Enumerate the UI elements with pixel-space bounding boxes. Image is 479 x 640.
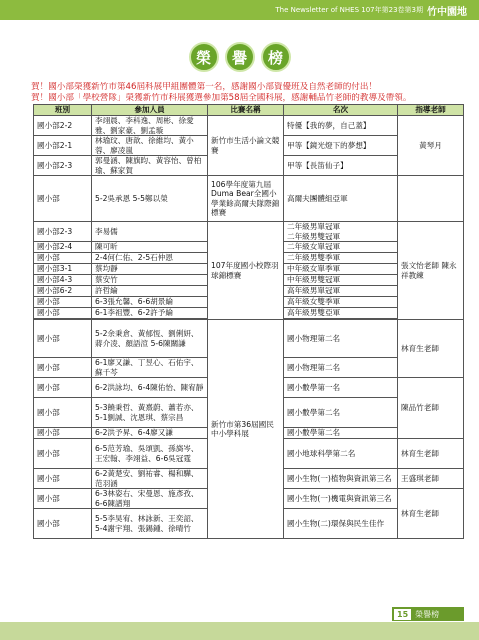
table-row	[34, 116, 464, 136]
cell-members: 6-1李祖豐、6-2許予綸	[92, 308, 208, 319]
cell-members: 5-3饒秉哲、黃熹蔚、蕭若亦、5-1劉誠、沈恩琪、蔡宗昌	[92, 398, 208, 428]
cell-class: 國小部2-2	[34, 116, 92, 136]
cell-rank: 高年級男單冠軍	[284, 286, 398, 297]
rank-line: 二年級男雙冠軍	[287, 231, 341, 241]
cell-members: 6-2黃楚安、劉祐睿、楊和驊、范羽涵	[92, 469, 208, 489]
cell-teacher: 黃琴月	[398, 116, 464, 176]
header-bar	[0, 0, 479, 20]
header-rank: 名次	[284, 105, 398, 116]
intro-announcements	[31, 82, 461, 104]
cell-rank: 國小物理第二名	[284, 320, 398, 358]
cell-class: 國小部	[34, 428, 92, 439]
cell-members: 許哲綸	[92, 286, 208, 297]
cell-members: 5-2吳承恩 5-5鄭以榮	[92, 176, 208, 222]
cell-competition: 106學年度第九屆Duma Bear全國小學業餘高爾夫隊際錦標賽	[208, 176, 284, 222]
intro-line-1: 賀！國小部榮獲新竹市第46屆科展甲組團體第一名，感謝國小部資優班及自然老師的付出！	[31, 82, 378, 92]
cell-rank	[284, 222, 398, 242]
cell-competition: 新竹市生活小論文競賽	[208, 116, 284, 176]
cell-rank: 高年級女雙季軍	[284, 297, 398, 308]
cell-class: 國小部6-2	[34, 286, 92, 297]
cell-rank: 中年級女單季軍	[284, 264, 398, 275]
cell-members: 陳可昕	[92, 242, 208, 253]
cell-class: 國小部2-3	[34, 222, 92, 242]
cell-teacher: 王盛琪老師	[398, 469, 464, 489]
cell-members: 林瑜玟、唐歆、徐維均、黃小蓉、廖凌嵐	[92, 136, 208, 156]
cell-rank: 高年級男雙亞軍	[284, 308, 398, 319]
cell-class: 國小部2-4	[34, 242, 92, 253]
cell-class: 國小部	[34, 439, 92, 469]
cell-class: 國小部	[34, 398, 92, 428]
cell-rank: 國小生物(一)植物與資訊第三名	[284, 469, 398, 489]
cell-class: 國小部	[34, 378, 92, 398]
cell-members: 李翊晨、李科逸、周彬、徐愛雅、劉家豪、劉孟璇	[92, 116, 208, 136]
cell-rank: 高爾夫團體組亞軍	[284, 176, 398, 222]
cell-members: 蔡均靜	[92, 264, 208, 275]
title-char-2: 譽	[225, 42, 255, 72]
cell-class: 國小部	[34, 469, 92, 489]
cell-rank: 甲等【長笛仙子】	[284, 156, 398, 176]
cell-competition: 新竹市第36屆國民中小學科展	[208, 320, 284, 539]
table-header-row	[34, 105, 464, 116]
cell-class: 國小部	[34, 308, 92, 319]
awards-table	[33, 104, 464, 539]
cell-rank: 二年級女單冠軍	[284, 242, 398, 253]
cell-teacher: 陳品竹老師	[398, 378, 464, 439]
cell-members: 5-5李昊宥、林詠新、王奕詔、5-4謝宇翔、張錫鍾、徐晴竹	[92, 509, 208, 539]
cell-class: 國小部3-1	[34, 264, 92, 275]
cell-members: 6-3張允馨、6-6胡景綸	[92, 297, 208, 308]
cell-rank: 國小地球科學第二名	[284, 439, 398, 469]
cell-rank: 甲等【鏡光燈下的夢想】	[284, 136, 398, 156]
newsletter-label: The Newsletter of NHES 107年第23卷第3期	[275, 6, 423, 14]
cell-class: 國小部	[34, 320, 92, 358]
cell-class: 國小部	[34, 297, 92, 308]
cell-rank: 國小數學第一名	[284, 378, 398, 398]
brand-title: 竹中園地	[427, 6, 467, 18]
cell-members: 6-2洪詠均、6-4陳佑怡、陳宥靜	[92, 378, 208, 398]
cell-rank: 中年級男雙冠軍	[284, 275, 398, 286]
cell-members: 2-4何仁佑、2-5石仲恩	[92, 253, 208, 264]
header-competition: 比賽名稱	[208, 105, 284, 116]
cell-rank: 國小生物(二)環保與民生佳作	[284, 509, 398, 539]
cell-class: 國小部	[34, 176, 92, 222]
section-label: 榮譽榜	[415, 609, 440, 619]
cell-members: 李易儒	[92, 222, 208, 242]
cell-rank: 特優【我的夢，自己蓋】	[284, 116, 398, 136]
header-teacher: 指導老師	[398, 105, 464, 116]
title-char-3: 榜	[261, 42, 291, 72]
rank-line: 二年級男單冠軍	[287, 222, 341, 232]
cell-teacher: 林育生老師	[398, 489, 464, 539]
table-row	[34, 320, 464, 358]
cell-rank: 二年級男雙季軍	[284, 253, 398, 264]
cell-rank: 國小數學第二名	[284, 398, 398, 428]
cell-teacher	[398, 176, 464, 222]
footer-bar	[0, 622, 479, 640]
title-char-1: 榮	[189, 42, 219, 72]
cell-rank: 國小生物(一)機電與資訊第三名	[284, 489, 398, 509]
cell-members: 5-2余秉倉、黃郁恆、劉俐妍、蔣介凌、顏語渲 5-6陳關謙	[92, 320, 208, 358]
page-number: 15	[394, 609, 411, 620]
header-members: 參加人員	[92, 105, 208, 116]
cell-teacher: 林育生老師	[398, 439, 464, 469]
cell-teacher: 張文怡老師 陳永祥教練	[398, 222, 464, 320]
table-row	[34, 222, 464, 242]
intro-line-2: 賀！國小部「學校營隊」榮獲新竹市科展獲選參加第58屆全國科展，感謝輔品竹老師的教導及帶領。	[31, 93, 412, 103]
cell-members: 蔡安竹	[92, 275, 208, 286]
cell-rank: 國小數學第二名	[284, 428, 398, 439]
page-title	[0, 42, 479, 72]
cell-members: 6-5范芳瑜、吳頌凱、孫旖岑、王宏翰、李翊益、6-6吳冠霆	[92, 439, 208, 469]
cell-class: 國小部	[34, 509, 92, 539]
cell-competition: 107年度國小校際羽球錦標賽	[208, 222, 284, 320]
cell-rank: 國小物理第二名	[284, 358, 398, 378]
cell-members: 郭曼涵、陳旗昀、黃容怡、曾柏瑜、蘇家賀	[92, 156, 208, 176]
cell-class: 國小部4-3	[34, 275, 92, 286]
cell-members: 6-1廖又謙、丁昱心、石佑宇、蘇千芩	[92, 358, 208, 378]
cell-class: 國小部	[34, 489, 92, 509]
cell-teacher: 林育生老師	[398, 320, 464, 378]
cell-class: 國小部	[34, 253, 92, 264]
cell-class: 國小部2-3	[34, 156, 92, 176]
table-row	[34, 176, 464, 222]
cell-members: 6-2洪予昇、6-4廖又謙	[92, 428, 208, 439]
header-class: 班別	[34, 105, 92, 116]
cell-class: 國小部2-1	[34, 136, 92, 156]
page-number-box	[392, 607, 464, 621]
cell-class: 國小部	[34, 358, 92, 378]
cell-members: 6-3林姿右、宋曼恩、施彥孜、6-6陳譜翔	[92, 489, 208, 509]
